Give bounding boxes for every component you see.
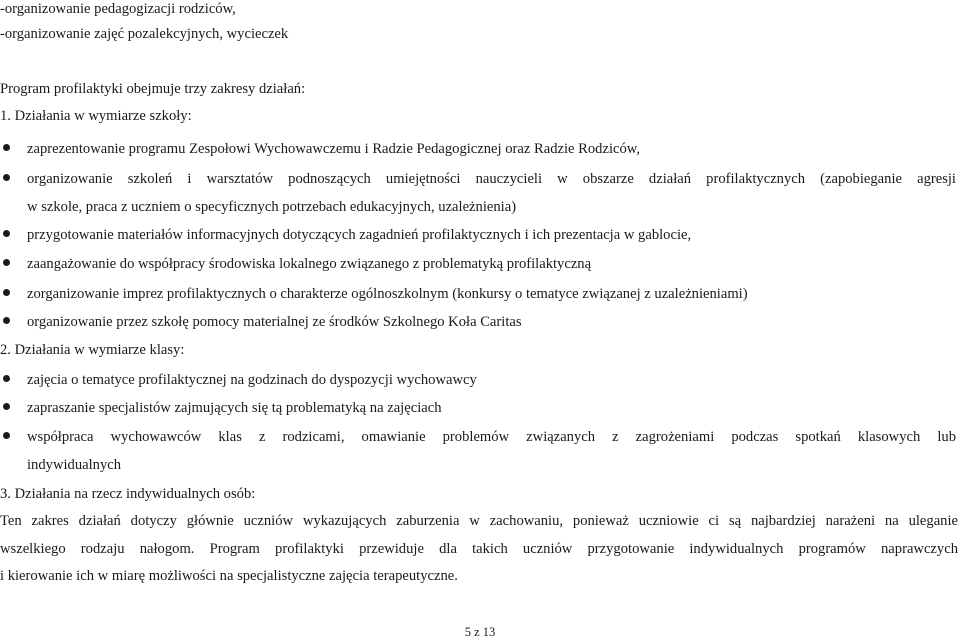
section-heading: 2. Działania w wymiarze klasy: — [0, 342, 185, 358]
list-item: zaangażowanie do współpracy środowiska lokalnego związanego z problematyką profilaktyczną — [27, 256, 592, 272]
list-item-continuation: w szkole, praca z uczniem o specyficznych potrzebach edukacyjnych, uzależnienia) — [27, 199, 517, 215]
list-item: zapraszanie specjalistów zajmujących się tą problematyką na zajęciach — [27, 400, 442, 416]
list-item: zorganizowanie imprez profilaktycznych o charakterze ogólnoszkolnym (konkursy o tematyce związanej z uzależnieniami) — [27, 286, 748, 302]
list-item: przygotowanie materiałów informacyjnych dotyczących zagadnień profilaktycznych i ich prezentacja w gablocie, — [27, 227, 692, 243]
bullet-icon — [3, 144, 10, 151]
list-item: organizowanie przez szkołę pomocy materialnej ze środków Szkolnego Koła Caritas — [27, 314, 522, 330]
list-item: zaprezentowanie programu Zespołowi Wychowawczemu i Radzie Pedagogicznej oraz Radzie Rodziców, — [27, 141, 641, 157]
list-item: zajęcia o tematyce profilaktycznej na godzinach do dyspozycji wychowawcy — [27, 372, 477, 388]
bullet-icon — [3, 432, 10, 439]
list-item-continuation: indywidualnych — [27, 457, 122, 473]
bullet-icon — [3, 403, 10, 410]
section-heading: 3. Działania na rzecz indywidualnych osób: — [0, 486, 256, 502]
list-item: organizowanie szkoleń i warsztatów podnoszących umiejętności nauczycieli w obszarze działań profilaktycznych (zapobieganie agresji — [27, 171, 956, 187]
bullet-icon — [3, 174, 10, 181]
bullet-icon — [3, 317, 10, 324]
paragraph-line: i kierowanie ich w miarę możliwości na specjalistyczne zajęcia terapeutyczne. — [0, 568, 458, 584]
text-line: Program profilaktyki obejmuje trzy zakresy działań: — [0, 81, 306, 97]
bullet-icon — [3, 289, 10, 296]
page-number: 5 z 13 — [464, 625, 496, 639]
section-heading: 1. Działania w wymiarze szkoły: — [0, 108, 192, 124]
text-line: -organizowanie zajęć pozalekcyjnych, wycieczek — [0, 26, 289, 42]
paragraph-line: wszelkiego rodzaju nałogom. Program profilaktyki przewiduje dla takich uczniów przygotowanie indywidualnych programów naprawczych — [0, 541, 958, 557]
paragraph-line: Ten zakres działań dotyczy głównie uczniów wykazujących zaburzenia w zachowaniu, ponieważ uczniowie ci są najbardziej narażeni na uleganie — [0, 513, 958, 529]
list-item: współpraca wychowawców klas z rodzicami, omawianie problemów związanych z zagrożeniami podczas spotkań klasowych lub — [27, 429, 956, 445]
bullet-icon — [3, 230, 10, 237]
bullet-icon — [3, 259, 10, 266]
text-line: -organizowanie pedagogizacji rodziców, — [0, 1, 236, 17]
bullet-icon — [3, 375, 10, 382]
